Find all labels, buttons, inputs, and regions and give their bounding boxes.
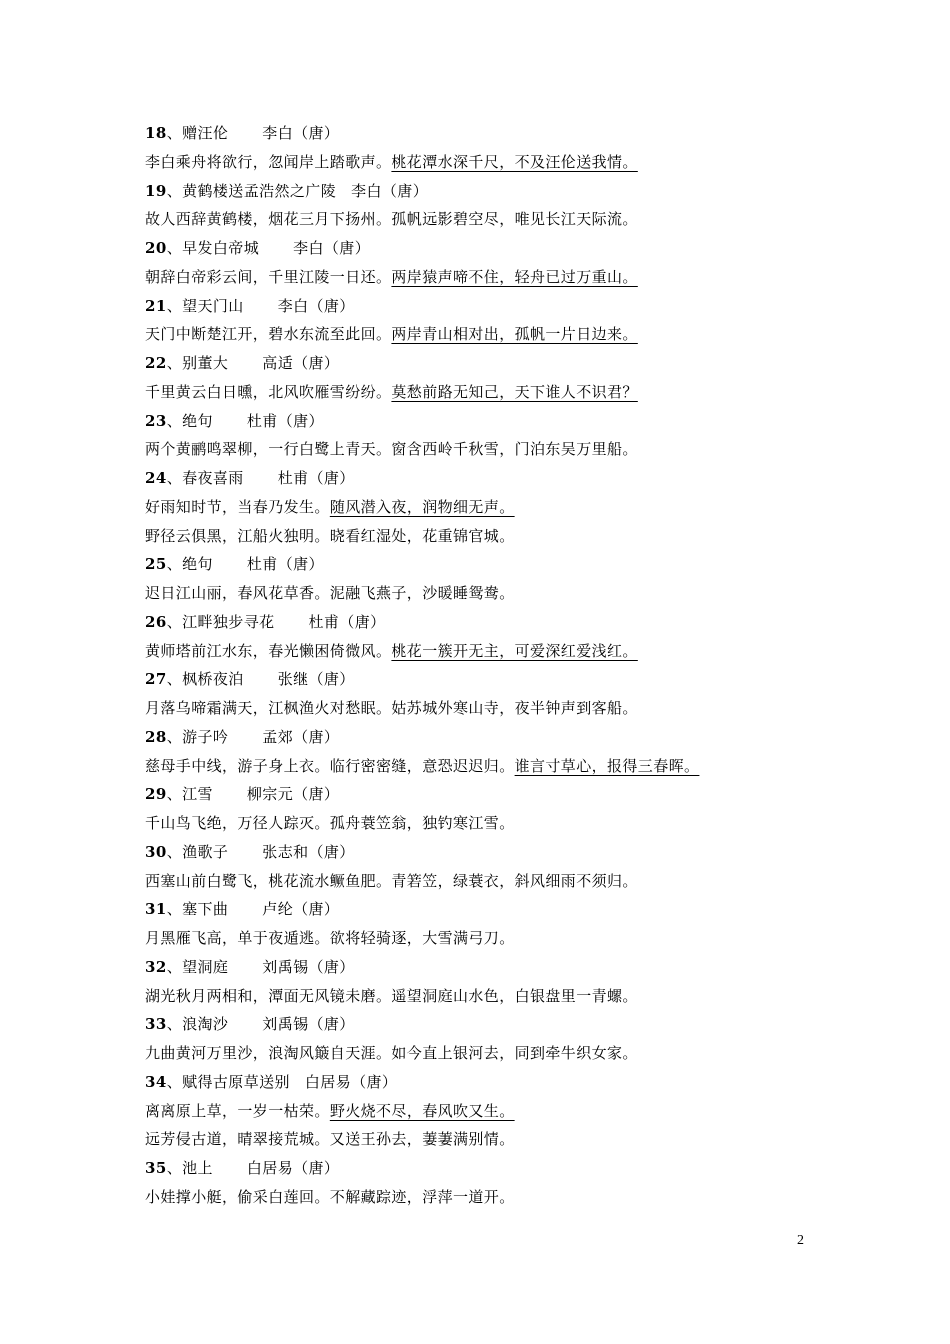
poem-text: 两个黄鹂鸣翠柳，一行白鹭上青天。窗含西岭千秋雪，门泊东吴万里船。 [145,440,638,459]
poem-heading [145,1154,845,1183]
poem-text-underlined: 两岸猿声啼不住，轻舟已过万重山。 [391,267,638,286]
poem-text-underlined: 随风潜入夜，润物细无声。 [329,497,515,516]
poem-author: 李白（唐） [277,296,355,315]
poem-title: 、绝句 [166,411,213,430]
poem-text-line [145,637,845,666]
poem-title: 、游子吟 [166,727,229,746]
poem-number: 21 [145,296,167,315]
poem-text-line [145,148,845,177]
poem-title: 、别董大 [166,354,229,372]
poem-number: 25 [145,555,167,574]
poem-text-line [145,435,845,464]
poem-title: 、枫桥夜泊 [166,670,244,689]
poem-title: 、早发白帝城 [166,239,260,257]
poem-text: 小娃撑小艇，偷采白莲回。不解藏踪迹，浮萍一道开。 [145,1187,515,1206]
poem-text: 天门中断楚江开，碧水东流至此回。 [145,325,392,344]
poem-heading [145,780,845,809]
poem-text-line [145,809,845,838]
poem-text-line [145,752,845,781]
poem-author: 杜甫（唐） [308,612,386,631]
poem-text-line [145,579,845,608]
poem-title: 、浪淘沙 [166,1015,229,1034]
poem-heading [145,292,845,321]
poem-text: 千山鸟飞绝，万径人踪灭。孤舟蓑笠翁，独钓寒江雪。 [145,814,515,832]
poem-text-line [145,982,845,1011]
poem-text-line [145,1039,845,1068]
poem-text: 好雨知时节，当春乃发生。 [145,497,330,516]
poem-author: 杜甫（唐） [246,411,324,430]
poem-text: 李白乘舟将欲行，忽闻岸上踏歌声。 [145,152,392,171]
poem-number: 28 [145,727,167,746]
poem-text-underlined: 谁言寸草心，报得三春晖。 [514,756,700,775]
poem-title: 、渔歌子 [166,842,229,861]
poem-number: 30 [145,842,167,861]
poem-title: 、塞下曲 [166,900,229,919]
poem-heading [145,119,845,148]
poem-text-underlined: 野火烧不尽，春风吹又生。 [329,1101,515,1120]
poem-text-line [145,1125,845,1154]
poem-number: 18 [145,124,167,142]
poem-title: 、赠汪伦 [166,124,229,142]
poem-author: 白居易（唐） [304,1072,398,1091]
poem-author: 张志和（唐） [262,842,355,861]
poem-number: 33 [145,1015,167,1034]
poem-text: 黄师塔前江水东，春光懒困倚微风。 [145,641,392,660]
poem-heading [145,608,845,637]
poem-text: 故人西辞黄鹤楼，烟花三月下扬州。孤帆远影碧空尽，唯见长江天际流。 [145,210,638,229]
poem-number: 31 [145,900,167,919]
poem-number: 35 [145,1159,167,1177]
poem-text: 离离原上草，一岁一枯荣。 [145,1101,330,1120]
poem-heading [145,407,845,436]
poem-text: 朝辞白帝彩云间，千里江陵一日还。 [145,267,392,286]
poem-text: 西塞山前白鹭飞，桃花流水鳜鱼肥。青箬笠，绿蓑衣，斜风细雨不须归。 [145,871,638,890]
poem-author: 卢纶（唐） [262,900,340,919]
poem-number: 26 [145,612,167,631]
poem-number: 20 [145,239,167,257]
poem-heading [145,234,845,263]
poem-text: 千里黄云白日曛，北风吹雁雪纷纷。 [145,382,392,401]
poem-title: 、江雪 [166,785,213,804]
poem-text-line [145,694,845,723]
poem-text: 慈母手中线，游子身上衣。临行密密缝，意恐迟迟归。 [145,756,515,775]
poem-author: 杜甫（唐） [277,469,355,487]
poem-title: 、黄鹤楼送孟浩然之广陵 [166,181,337,200]
poem-heading [145,1010,845,1039]
poem-title: 、绝句 [166,555,213,574]
poem-author: 柳宗元（唐） [246,785,340,804]
poem-text-underlined: 莫愁前路无知己，天下谁人不识君？ [391,382,638,401]
poem-author: 李白（唐） [293,239,371,257]
poem-title: 、春夜喜雨 [166,469,244,487]
poem-author: 孟郊（唐） [262,727,340,746]
poem-text-underlined: 两岸青山相对出，孤帆一片日边来。 [391,325,638,344]
poem-text: 野径云俱黑，江船火独明。晓看红湿处，花重锦官城。 [145,526,515,545]
poem-author: 李白（唐） [262,124,340,142]
poem-author: 白居易（唐） [246,1159,340,1177]
poem-text: 月黑雁飞高，单于夜遁逃。欲将轻骑逐，大雪满弓刀。 [145,929,515,947]
poem-number: 27 [145,670,167,689]
poem-text-line [145,263,845,292]
poem-author: 高适（唐） [262,354,340,372]
poem-author: 刘禹锡（唐） [262,957,355,976]
poem-text: 迟日江山丽，春风花草香。泥融飞燕子，沙暖睡鸳鸯。 [145,584,515,602]
poem-text: 月落乌啼霜满天，江枫渔火对愁眠。姑苏城外寒山寺，夜半钟声到客船。 [145,699,638,717]
poem-text-line [145,320,845,349]
poem-title: 、江畔独步寻花 [166,612,275,631]
poem-heading [145,349,845,378]
poem-heading [145,464,845,493]
poem-list [145,119,845,1212]
poem-heading [145,895,845,924]
poem-heading [145,838,845,867]
poem-text-line [145,924,845,953]
poem-heading [145,1068,845,1097]
poem-number: 32 [145,957,167,976]
poem-author: 张继（唐） [277,670,355,689]
poem-heading [145,723,845,752]
poem-text: 九曲黄河万里沙，浪淘风簸自天涯。如今直上银河去，同到牵牛织女家。 [145,1044,638,1062]
poem-text-line [145,522,845,551]
poem-number: 34 [145,1072,167,1091]
poem-author: 杜甫（唐） [246,555,324,574]
page-number: 2 [797,1233,804,1248]
poem-heading [145,550,845,579]
poem-text: 远芳侵古道，晴翠接荒城。又送王孙去，萋萋满别情。 [145,1130,515,1149]
poem-heading [145,665,845,694]
poem-number: 22 [145,354,167,372]
poem-heading [145,953,845,982]
poem-author: 李白（唐） [351,181,429,200]
poem-text: 湖光秋月两相和，潭面无风镜未磨。遥望洞庭山水色，白银盘里一青螺。 [145,986,638,1005]
poem-text-line [145,1097,845,1126]
poem-text-underlined: 桃花一簇开无主，可爱深红爱浅红。 [391,641,638,660]
poem-title: 、池上 [166,1159,213,1177]
poem-title: 、望洞庭 [166,957,229,976]
poem-number: 24 [145,469,167,487]
poem-title: 、赋得古原草送别 [166,1072,290,1091]
poem-heading [145,177,845,206]
poem-author: 刘禹锡（唐） [262,1015,355,1034]
poem-number: 23 [145,411,167,430]
poem-text-underlined: 桃花潭水深千尺，不及汪伦送我情。 [391,152,638,171]
poem-number: 29 [145,785,167,804]
poem-text-line [145,493,845,522]
poem-text-line [145,378,845,407]
poem-title: 、望天门山 [166,296,244,315]
poem-number: 19 [145,181,167,200]
poem-text-line [145,867,845,896]
poem-text-line [145,1183,845,1212]
poem-text-line [145,205,845,234]
